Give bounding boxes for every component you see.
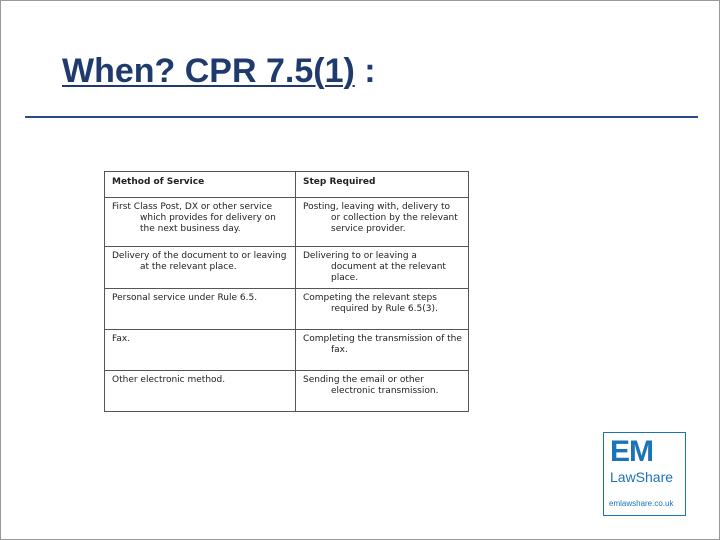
table-row (105, 330, 469, 371)
em-lawshare-logo (603, 432, 686, 516)
logo-url-text: emlawshare.co.uk (609, 499, 674, 508)
table-row (105, 247, 469, 289)
method-cell: Fax. (105, 330, 296, 371)
logo-em-text: EM (610, 435, 653, 468)
method-cell: Delivery of the document to or leaving at the relevant place. (105, 247, 296, 289)
table-row (105, 371, 469, 412)
method-cell: First Class Post, DX or other service which provides for delivery on the next business day. (105, 198, 296, 247)
slide-title-main: When? CPR 7.5(1) (62, 52, 355, 90)
header-method: Method of Service (105, 172, 296, 198)
header-step: Step Required (296, 172, 469, 198)
step-cell: Posting, leaving with, delivery to or collection by the relevant service provider. (296, 198, 469, 247)
slide-title (62, 52, 376, 91)
table-row (105, 289, 469, 330)
step-cell: Sending the email or other electronic transmission. (296, 371, 469, 412)
slide-title-suffix: : (364, 52, 376, 90)
logo-lawshare-text: LawShare (610, 469, 674, 485)
method-cell: Other electronic method. (105, 371, 296, 412)
step-cell: Competing the relevant steps required by Rule 6.5(3). (296, 289, 469, 330)
table-row (105, 198, 469, 247)
step-cell: Completing the transmission of the fax. (296, 330, 469, 371)
service-table (104, 171, 469, 412)
table-header-row (105, 172, 469, 198)
title-divider (25, 116, 698, 118)
step-cell: Delivering to or leaving a document at the relevant place. (296, 247, 469, 289)
method-cell: Personal service under Rule 6.5. (105, 289, 296, 330)
